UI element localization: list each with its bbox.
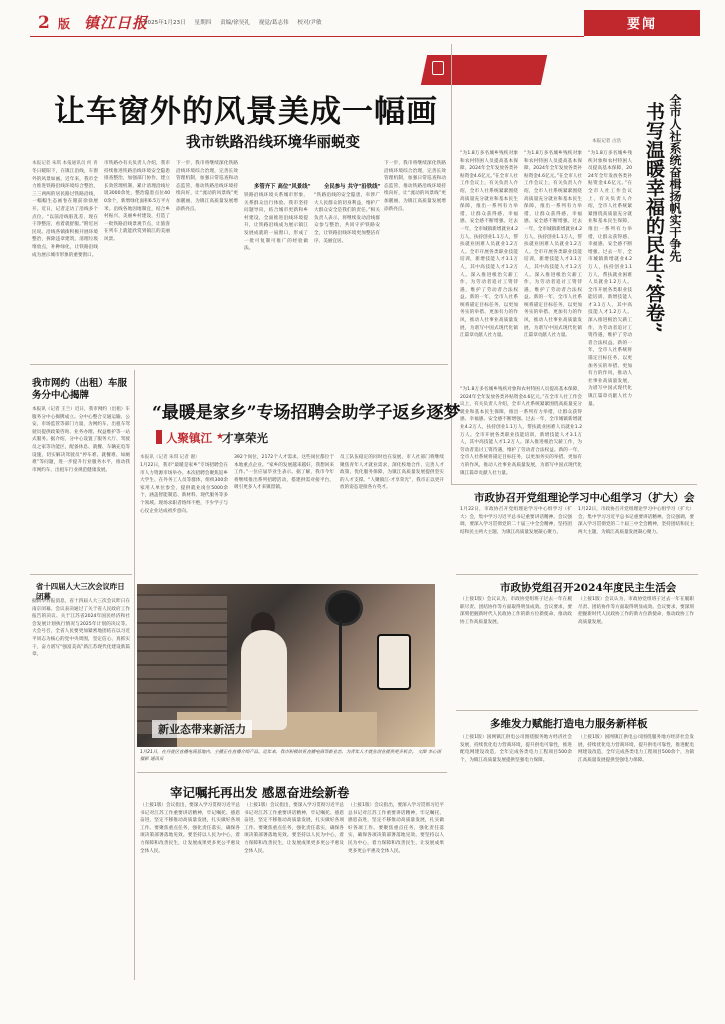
editor: 责编/徐昊礼: [220, 20, 250, 26]
right-col-3: “为1.8万多名城乡残疾对象和农村特困人员提高基本保障，2024年全年发放各类补贴资金4.6亿元。”在全市人社工作会议上，有关负责人介绍，全市人社系统紧紧围绕高质量充分就业和基本民生保障，推出一系列有力举措，让群众获得感、幸福感、安全感不断增强。过去一年，全市城镇新增就业4.2万人，扶持创业1.1万人，帮扶就业困难人员就业1.2万人。全市开展各类职业技能培训，新增技能人才3.1万人，其中高技能人才1.2万人。深入推进根治欠薪工作，为劳动者追讨工资待遇，维护了劳动者合法权益。新的一年，全市人社系统将锚定目标任务，以更加务实的举措、更加有力的作风，推动人社事业高质量发展，为谱写中国式现代化镇江篇章贡献人社力量。: [588, 151, 632, 407]
visual-editor: 视觉/葛志伟: [258, 20, 289, 26]
issue-weekday: 星期四: [194, 20, 212, 26]
recruit-logo-left: 人聚镇江: [166, 431, 212, 445]
newspaper-logo: 镇江日报: [84, 14, 149, 32]
divider: [456, 574, 698, 575]
divider: [451, 484, 697, 485]
proofreader: 校对/尹敏: [297, 20, 322, 26]
main-subheadline: 我市铁路沿线环境华丽蜕变: [186, 134, 360, 151]
header-rule: [30, 36, 584, 37]
main-col-1: 冬日暖阳下，在镇江沿线，车窗外的风景如画。近年来，我市全力推进铁路沿线环境综合整治，三三两两的居民路过铁路沿线，一幅幅生态画卷在眼前徐徐展开。近日，记者走访了沿线多个点位。“以前沿线脏乱差，现在干净整洁，看着就舒服。”附近居民说。沿线各镇街积极开展环境整治，拆除违章建筑，清理垃圾堆放点，补种绿化，让铁路沿线成为展示城市形象的重要窗口。: [32, 169, 98, 258]
right-lower-body-3a: （上接1版）国网镇江供电公司围绕服务地方经济社会发展，持续优化电力营商环境，提升供电可靠性，推进配电网建设改造，全年完成各类电力工程项目500余个，为镇江高质量发展提供坚强电力保障。: [460, 735, 572, 763]
main-subhead-1: 多管齐下 高位“风景线”: [254, 184, 311, 190]
bottom-col-3: （上接1版）会议指出，要深入学习贯彻习近平总书记对江苏工作重要讲话精神，牢记嘱托、感恩奋进，坚定不移推动高质量发展，扎实做好各项工作。要聚焦重点任务，强化责任落实，确保各项决策部署落地见效。要坚持以人民为中心，着力保障和改善民生，让发展成果更多更公平惠及全体人民。: [348, 803, 444, 854]
right-lower-title-3: 多维发力赋能打造电力服务新样板: [490, 718, 648, 730]
divider: [137, 772, 447, 773]
right-lower-body-1a: 1月22日，市政协召开党组理论学习中心组学习（扩大）会，集中学习习近平总书记重要讲话精神。会议强调，要深入学习贯彻党的二十届三中全会精神，坚持团结和民主两大主题，为镇江高质量发展凝心聚力。: [460, 507, 572, 535]
document-icon: [432, 61, 444, 75]
photo-caption: 1月21日，在丹徒区直播电商基地内，主播正在直播介绍产品。近年来，我市积极培育直播电商等新业态，为青年人才就业创业提供更多机会。 文图 李心雨 摄影 通讯员: [140, 750, 441, 762]
main-col-4: 铁路沿线环境关系城市形象，关系群众出行体验。我市坚持问题导向，结合城市更新和乡村建设，全面推进沿线环境提升，让铁路沿线成为展示镇江发展成就的一扇窗口，形成了一批可复制可推广的经验做法。: [244, 193, 308, 252]
masthead: [0, 0, 725, 46]
left-story-2-title: 省十四届人大三次会议昨日闭幕: [36, 582, 125, 601]
divider: [30, 364, 448, 365]
recruit-headline: “最暖是家乡”专场招聘会助学子返乡逐梦: [152, 403, 461, 423]
left-story-1-body: 本报讯（记者 王兰）近日，我市网约（出租）车服务分中心揭牌成立。分中心整合交通运输、公安、市场监管等部门力量，为网约车、出租车驾驶员提供政策咨询、业务办理、权益维护等一站式服务。据介绍，分中心设置了服务大厅、驾驶员之家等功能区，配备休息、就餐、车辆充电等设施，切实解决驾驶员“停车难、就餐难、如厕难”等问题，进一步提升行业服务水平，推动我市网约车、出租车行业规范健康发展。: [32, 407, 130, 473]
left-story-1-title: 我市网约（出租）车服务分中心揭牌: [32, 378, 128, 401]
right-lower-body-2b: （上接1版）会议认为，市政协党组班子过去一年在履职尽责、团结协作等方面取得明显成效。会议要求，要深刻把握新时代人民政协工作的新方位新使命，推动政协工作高质量发展。: [578, 597, 694, 625]
right-lower-body-3b: （上接1版）国网镇江供电公司围绕服务地方经济社会发展，持续优化电力营商环境，提升供电可靠性，推进配电网建设改造，全年完成各类电力工程项目500余个，为镇江高质量发展提供坚强电力保障。: [578, 735, 694, 763]
recruit-logo-right: 才享荣光: [222, 431, 268, 445]
recruit-byline: 本报讯（记者 朱琪 记者 谢）: [140, 455, 200, 460]
right-col-2: “为1.8万多名城乡残疾对象和农村特困人员提高基本保障，2024年全年发放各类补贴资金4.6亿元。”在全市人社工作会议上，有关负责人介绍，全市人社系统紧紧围绕高质量充分就业和基本民生保障，推出一系列有力举措，让群众获得感、幸福感、安全感不断增强。过去一年，全市城镇新增就业4.2万人，扶持创业1.1万人，帮扶就业困难人员就业1.2万人。全市开展各类职业技能培训，新增技能人才3.1万人，其中高技能人才1.2万人。深入推进根治欠薪工作，为劳动者追讨工资待遇，维护了劳动者合法权益。新的一年，全市人社系统将锚定目标任务，以更加务实的举措、更加有力的作风，推动人社事业高质量发展，为谱写中国式现代化镇江篇章贡献人社力量。: [524, 151, 582, 339]
divider: [456, 710, 698, 711]
star-icon: ★: [216, 432, 225, 442]
recruit-col-2: 392个岗位，2172个人才需求。这些岗位都位于本地重点企业。“家乡的发展越来越好，我想回来工作。”一位应届毕业生表示。据了解，我市今年将继续推出系列招聘活动，搭建供需对接平台，吸引更多人才来镇留镇。: [234, 455, 334, 491]
recruit-col-3: 员工队伍稳定的同时也在发展，市人社部门将继续聚焦青年人才就业需求，深化校地合作，完善人才政策，优化服务保障，为镇江高质量发展提供坚实的人才支撑。“人聚镇江·才享荣光”，我市正以更开放的姿态迎接各方英才。: [340, 455, 444, 491]
main-byline: 本报记者 朱琪 本报通讯员 何 青: [32, 161, 98, 166]
right-kicker: 全市人社系统奋楫扬帆实干争先: [668, 94, 682, 262]
page-number-suffix: 版: [58, 17, 71, 31]
bottom-col-1: （上接1版）会议指出，要深入学习贯彻习近平总书记对江苏工作重要讲话精神，牢记嘱托、感恩奋进，坚定不移推动高质量发展，扎实做好各项工作。要聚焦重点任务，强化责任落实，确保各项决策部署落地见效。要坚持以人民为中心，着力保障和改善民生，让发展成果更多更公平惠及全体人民。: [140, 803, 240, 854]
right-col-1: “为1.8万多名城乡残疾对象和农村特困人员提高基本保障，2024年全年发放各类补贴资金4.6亿元。”在全市人社工作会议上，有关负责人介绍，全市人社系统紧紧围绕高质量充分就业和基本民生保障，推出一系列有力举措，让群众获得感、幸福感、安全感不断增强。过去一年，全市城镇新增就业4.2万人，扶持创业1.1万人，帮扶就业困难人员就业1.2万人。全市开展各类职业技能培训，新增技能人才3.1万人，其中高技能人才1.2万人。深入推进根治欠薪工作，为劳动者追讨工资待遇，维护了劳动者合法权益。新的一年，全市人社系统将锚定目标任务，以更加务实的举措、更加有力的作风，推动人社事业高质量发展，为谱写中国式现代化镇江篇章贡献人社力量。: [460, 151, 518, 339]
issue-meta: [144, 18, 329, 26]
left-story-2-body: 据新华日报消息，省十四届人大三次会议昨日在南京闭幕。会议表决通过了关于省人民政府工作报告的决议、关于江苏省2024年国民经济和社会发展计划执行情况与2025年计划的决议等。大会号召，全省人民要更加紧密地团结在以习近平同志为核心的党中央周围，坚定信心、真抓实干，奋力谱写“强富美高”新江苏现代化建设新篇章。: [32, 599, 130, 658]
right-col-4: “为1.8万多名城乡残疾对象和农村特困人员提高基本保障，2024年全年发放各类补贴资金4.6亿元。”在全市人社工作会议上，有关负责人介绍，全市人社系统紧紧围绕高质量充分就业和基本民生保障，推出一系列有力举措，让群众获得感、幸福感、安全感不断增强。过去一年，全市城镇新增就业4.2万人，扶持创业1.1万人，帮扶就业困难人员就业1.2万人。全市开展各类职业技能培训，新增技能人才3.1万人，其中高技能人才1.2万人。深入推进根治欠薪工作，为劳动者追讨工资待遇，维护了劳动者合法权益。新的一年，全市人社系统将锚定目标任务，以更加务实的举措、更加有力的作风，推动人社事业高质量发展，为谱写中国式现代化镇江篇章贡献人社力量。: [460, 387, 582, 476]
divider: [30, 574, 132, 575]
issue-date: 2025年1月23日: [144, 20, 186, 26]
divider: [134, 370, 135, 980]
right-headline: 书写温暖幸福的民生“答卷”: [643, 102, 665, 333]
main-col-2: 市铁路办有关负责人介绍，我市持续推进铁路沿线环境安全隐患排查整治，加强部门协作，建立长效管理机制，累计清理沿线垃圾3000余处，整治隐患点位400余个，新增绿化面积6.5万平方米。沿线各地因地制宜，结合乡村振兴、美丽乡村建设，打造了一批铁路沿线景观节点，让旅客在列车上就能欣赏到镇江的美丽风景。: [104, 161, 170, 242]
logo-accent-bar: [156, 430, 162, 444]
bottom-headline: 宰记嘱托再出发 感恩奋进绘新卷: [170, 785, 350, 800]
photo-caption-tag: 新业态带来新活力: [152, 720, 252, 738]
right-lower-title-2: 市政协党组召开2024年度民主生活会: [500, 582, 677, 594]
right-lower-body-2a: （上接1版）会议认为，市政协党组班子过去一年在履职尽责、团结协作等方面取得明显成效。会议要求，要深刻把握新时代人民政协工作的新方位新使命，推动政协工作高质量发展。: [460, 597, 572, 625]
main-col-3: 下一步，我市将继续深化铁路沿线环境综合治理，完善长效管理机制，加强日常巡查和动态监管，推动铁路沿线环境持续向好，让“流动的风景线”更加靓丽，为镇江高质量发展增添新亮点。: [176, 161, 238, 212]
main-headline: 让车窗外的风景美成一幅画: [54, 94, 438, 130]
right-byline: 本报记者 古浩: [592, 139, 622, 144]
recruit-col-1: 1月22日，我市“最暖是家乡”专场招聘会在市人力资源市场举办。本次招聘会聚焦返乡大学生、在外务工人员等群体，组织300余家用人单位参会，提供就业岗位5000余个，涵盖智能制造、新材料、现代服务等多个领域。现场求职者络绎不绝，不少学子与心仪企业达成初步意向。: [140, 463, 228, 514]
main-col-5: “铁路沿线的安全隐患，牵涉广大人民群众的切身利益，维护广大群众安全是我们的责任。”相关负责人表示，将继续发动沿线群众参与整治，共同守护铁路安全，让铁路沿线环境更加整洁有序、美丽宜居。: [314, 193, 380, 244]
main-col-6: 下一步，我市将继续深化铁路沿线环境综合治理，完善长效管理机制，加强日常巡查和动态监管，推动铁路沿线环境持续向好，让“流动的风景线”更加靓丽，为镇江高质量发展增添新亮点。: [384, 161, 446, 212]
section-label: 要闻: [626, 17, 657, 32]
page-number: 2: [38, 13, 50, 33]
bottom-col-2: （上接1版）会议指出，要深入学习贯彻习近平总书记对江苏工作重要讲话精神，牢记嘱托、感恩奋进，坚定不移推动高质量发展，扎实做好各项工作。要聚焦重点任务，强化责任落实，确保各项决策部署落地见效。要坚持以人民为中心，着力保障和改善民生，让发展成果更多更公平惠及全体人民。: [244, 803, 344, 854]
right-lower-title-1: 市政协召开党组理论学习中心组学习（扩大）会: [474, 492, 695, 504]
right-lower-body-1b: 1月22日，市政协召开党组理论学习中心组学习（扩大）会，集中学习习近平总书记重要讲话精神。会议强调，要深入学习贯彻党的二十届三中全会精神，坚持团结和民主两大主题，为镇江高质量发展凝心聚力。: [578, 507, 694, 535]
main-subhead-2: 全民参与 共守“沿铁线”: [324, 184, 381, 190]
